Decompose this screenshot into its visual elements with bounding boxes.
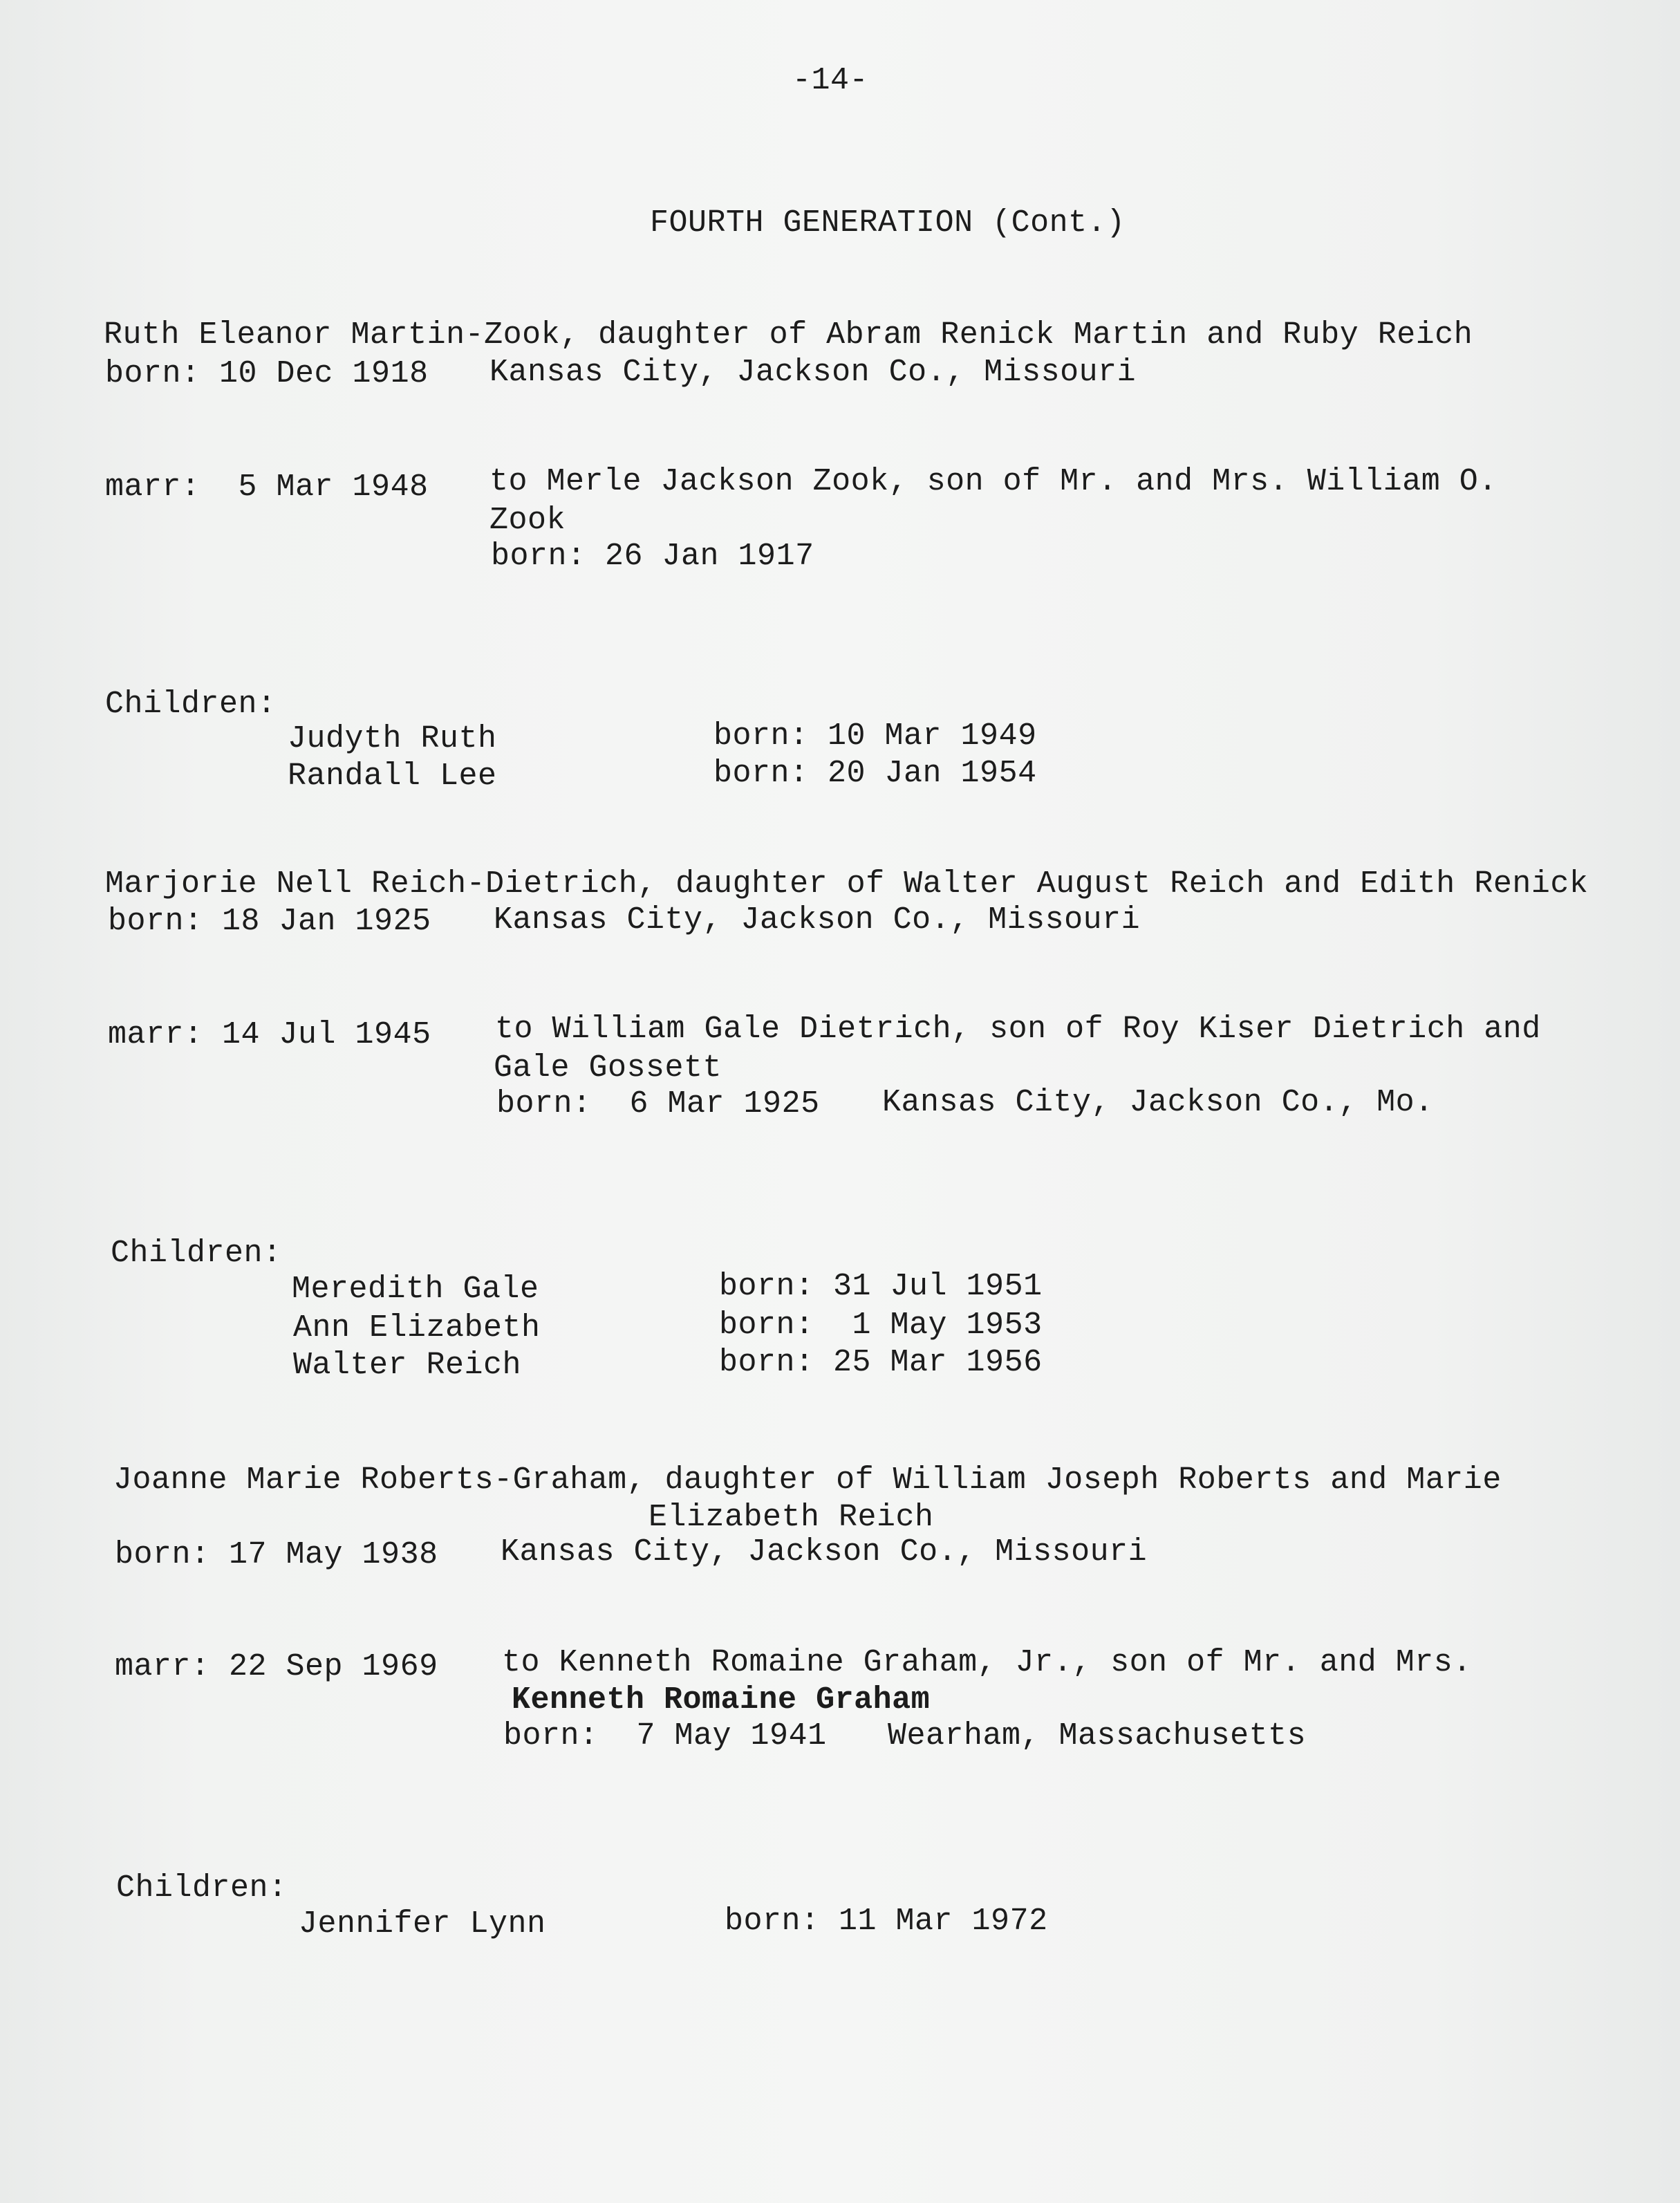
born-place: Kansas City, Jackson Co., Missouri [489,355,1137,390]
child-name: Meredith Gale [292,1272,539,1307]
family-intro-continued: Elizabeth Reich [648,1500,934,1535]
spouse-line: Zook [489,503,566,538]
child-born: born: 10 Mar 1949 [713,718,1037,754]
spouse-line: to Kenneth Romaine Graham, Jr., son of Mr. and Mrs. [502,1645,1472,1680]
children-label: Children: [111,1236,282,1271]
family-intro: Marjorie Nell Reich-Dietrich, daughter of Walter August Reich and Edith Renick [105,866,1589,902]
child-born: born: 20 Jan 1954 [713,756,1037,791]
family-intro: Ruth Eleanor Martin-Zook, daughter of Abram Renick Martin and Ruby Reich [104,317,1473,353]
spouse-born: born: 7 May 1941 [503,1718,827,1754]
spouse-line: Kenneth Romaine Graham [512,1682,931,1718]
spouse-born-place: Wearham, Massachusetts [888,1718,1307,1754]
born-date: born: 18 Jan 1925 [108,904,431,939]
spouse-line: to Merle Jackson Zook, son of Mr. and Mrs. William O. [489,464,1497,499]
child-born: born: 1 May 1953 [719,1308,1043,1343]
spouse-line: to William Gale Dietrich, son of Roy Kiser Dietrich and [495,1012,1541,1047]
child-born: born: 31 Jul 1951 [719,1269,1043,1304]
born-date: born: 17 May 1938 [115,1537,438,1572]
spouse-line: Gale Gossett [494,1050,722,1086]
page-heading: FOURTH GENERATION (Cont.) [650,205,1126,241]
child-name: Randall Lee [288,759,497,794]
children-label: Children: [105,687,277,722]
family-intro: Joanne Marie Roberts-Graham, daughter of William Joseph Roberts and Marie [113,1462,1502,1498]
born-place: Kansas City, Jackson Co., Missouri [501,1534,1148,1570]
spouse-born: born: 26 Jan 1917 [491,539,814,574]
child-name: Ann Elizabeth [293,1310,541,1346]
marriage-date: marr: 14 Jul 1945 [108,1017,431,1052]
born-date: born: 10 Dec 1918 [105,356,429,391]
child-name: Walter Reich [293,1348,522,1383]
marriage-date: marr: 22 Sep 1969 [115,1649,438,1684]
child-born: born: 25 Mar 1956 [719,1345,1043,1380]
page-number: -14- [792,63,869,98]
child-name: Judyth Ruth [288,721,497,756]
child-name: Jennifer Lynn [299,1906,546,1942]
born-place: Kansas City, Jackson Co., Missouri [494,902,1141,938]
child-born: born: 11 Mar 1972 [725,1904,1048,1939]
spouse-born-place: Kansas City, Jackson Co., Mo. [882,1085,1434,1120]
spouse-born: born: 6 Mar 1925 [496,1086,820,1122]
children-label: Children: [116,1870,288,1906]
marriage-date: marr: 5 Mar 1948 [105,470,429,505]
